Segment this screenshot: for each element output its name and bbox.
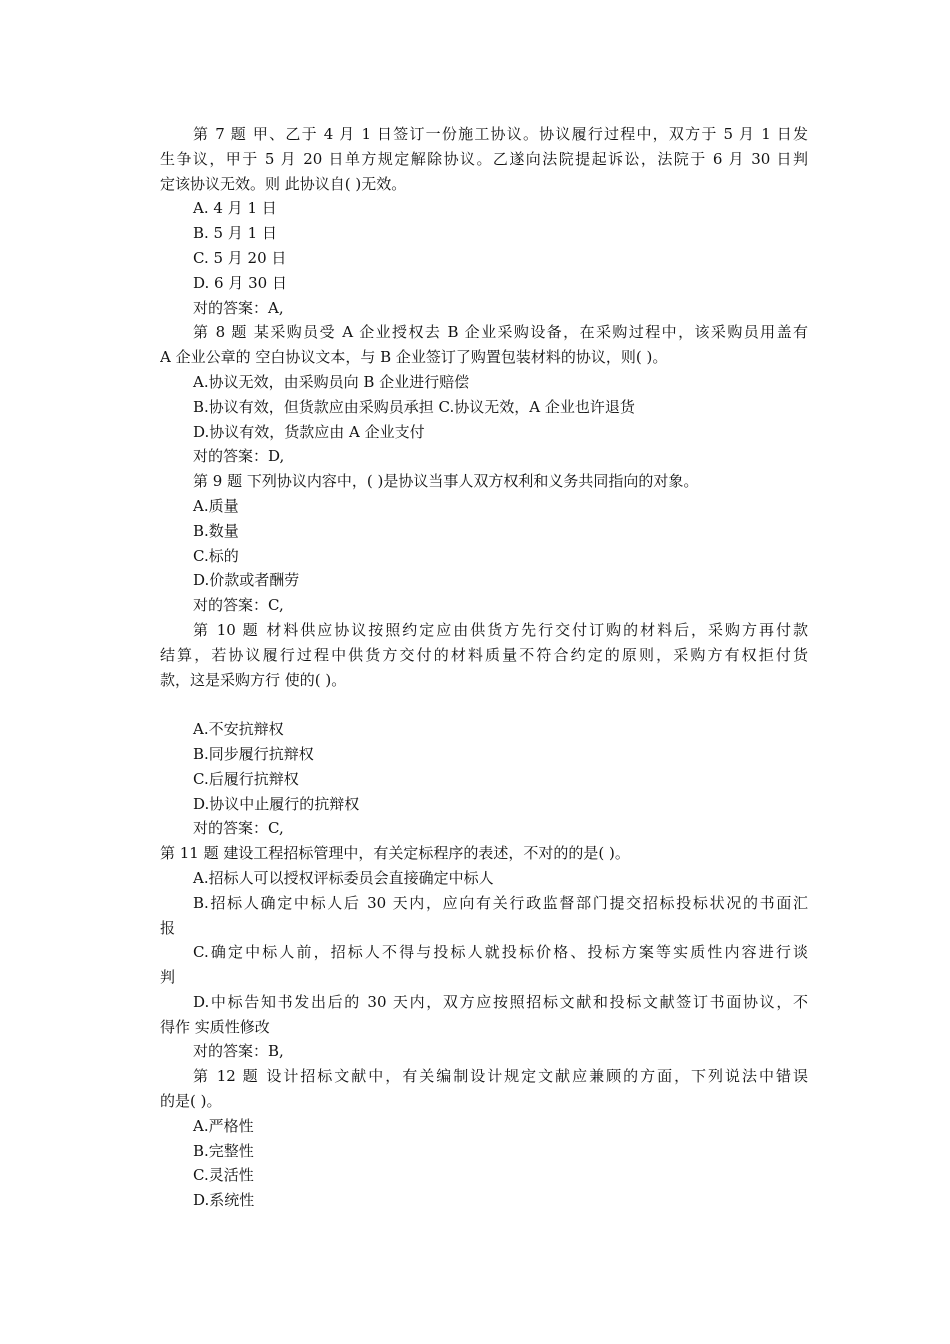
question-9-text-line-1: 第 9 题 下列协议内容中，( )是协议当事人双方权利和义务共同指向的对象。 xyxy=(193,472,699,491)
question-11-option-b-line-1: B.招标人确定中标人后 30 天内，应向有关行政监督部门提交招标投标状况的书面汇 xyxy=(193,893,808,912)
question-7-text-line-2: 生争议，甲于 5 月 20 日单方规定解除协议。乙遂向法院提起诉讼，法院于 6 月 30 日判 xyxy=(160,149,808,168)
question-11-option-c-line-1: C.确定中标人前，招标人不得与投标人就投标价格、投标方案等实质性内容进行谈 xyxy=(193,943,808,962)
question-11-option-c-line-2: 判 xyxy=(160,968,176,987)
question-7-text-line-1: 第 7 题 甲、乙于 4 月 1 日签订一份施工协议。协议履行过程中，双方于 5 月 1 日发 xyxy=(193,125,808,143)
question-12-text-line-2: 的是( )。 xyxy=(160,1092,222,1111)
question-11-option-d-line-2: 得作 实质性修改 xyxy=(160,1017,270,1036)
question-9-option-a: A.质量 xyxy=(193,496,239,515)
question-7-option-c: C. 5 月 20 日 xyxy=(193,248,287,267)
question-7-answer: 对的答案：A, xyxy=(193,298,284,317)
question-11-text-line-1: 第 11 题 建设工程招标管理中，有关定标程序的表述，不对的的是( )。 xyxy=(160,844,630,863)
question-11-answer: 对的答案：B, xyxy=(193,1042,284,1061)
question-8-answer: 对的答案：D, xyxy=(193,447,285,466)
question-10-answer: 对的答案：C, xyxy=(193,819,284,838)
question-11-option-d-line-1: D.中标告知书发出后的 30 天内，双方应按照招标文献和投标文献签订书面协议，不 xyxy=(193,992,808,1011)
question-12-text-line-1: 第 12 题 设计招标文献中，有关编制设计规定文献应兼顾的方面，下列说法中错误 xyxy=(193,1067,808,1086)
question-10-option-c: C.后履行抗辩权 xyxy=(193,769,299,788)
question-12-option-d: D.系统性 xyxy=(193,1191,255,1210)
question-10-text-line-1: 第 10 题 材料供应协议按照约定应由供货方先行交付订购的材料后，采购方再付款 xyxy=(193,620,808,639)
question-12-option-c: C.灵活性 xyxy=(193,1166,254,1185)
blank-line xyxy=(160,692,808,717)
question-7-text-line-3: 定该协议无效。则 此协议自( )无效。 xyxy=(160,174,407,193)
question-8-option-a: A.协议无效，由采购员向 B 企业进行赔偿 xyxy=(193,372,470,391)
question-10-option-b: B.同步履行抗辩权 xyxy=(193,744,314,763)
question-10-option-a: A.不安抗辩权 xyxy=(193,720,284,739)
question-7-option-b: B. 5 月 1 日 xyxy=(193,224,277,243)
question-8-text-line-1: 第 8 题 某采购员受 A 企业授权去 B 企业采购设备，在采购过程中，该采购员用盖有 xyxy=(193,323,808,342)
question-9-answer: 对的答案：C, xyxy=(193,596,284,615)
question-9-option-b: B.数量 xyxy=(193,521,239,540)
question-7-option-d: D. 6 月 30 日 xyxy=(193,273,287,292)
question-10-option-d: D.协议中止履行的抗辩权 xyxy=(193,794,360,813)
question-10-text-line-2: 结算，若协议履行过程中供货方交付的材料质量不符合约定的原则，采购方有权拒付货 xyxy=(160,645,808,664)
question-11-option-a: A.招标人可以授权评标委员会直接确定中标人 xyxy=(193,868,494,887)
question-12-option-b: B.完整性 xyxy=(193,1141,254,1160)
question-11-option-b-line-2: 报 xyxy=(160,918,176,937)
question-9-option-d: D.价款或者酬劳 xyxy=(193,571,300,590)
question-9-option-c: C.标的 xyxy=(193,546,239,565)
question-8-text-line-2: A 企业公章的 空白协议文本，与 B 企业签订了购置包装材料的协议，则( )。 xyxy=(160,348,668,367)
question-12-option-a: A.严格性 xyxy=(193,1116,254,1135)
question-10-text-line-3: 款，这是采购方行 使的( )。 xyxy=(160,670,347,689)
question-7-option-a: A. 4 月 1 日 xyxy=(193,199,277,218)
document-body xyxy=(160,122,808,1213)
question-8-option-d: D.协议有效，货款应由 A 企业支付 xyxy=(193,422,425,441)
question-8-option-b-c: B.协议有效，但货款应由采购员承担 C.协议无效，A 企业也许退货 xyxy=(193,397,635,416)
